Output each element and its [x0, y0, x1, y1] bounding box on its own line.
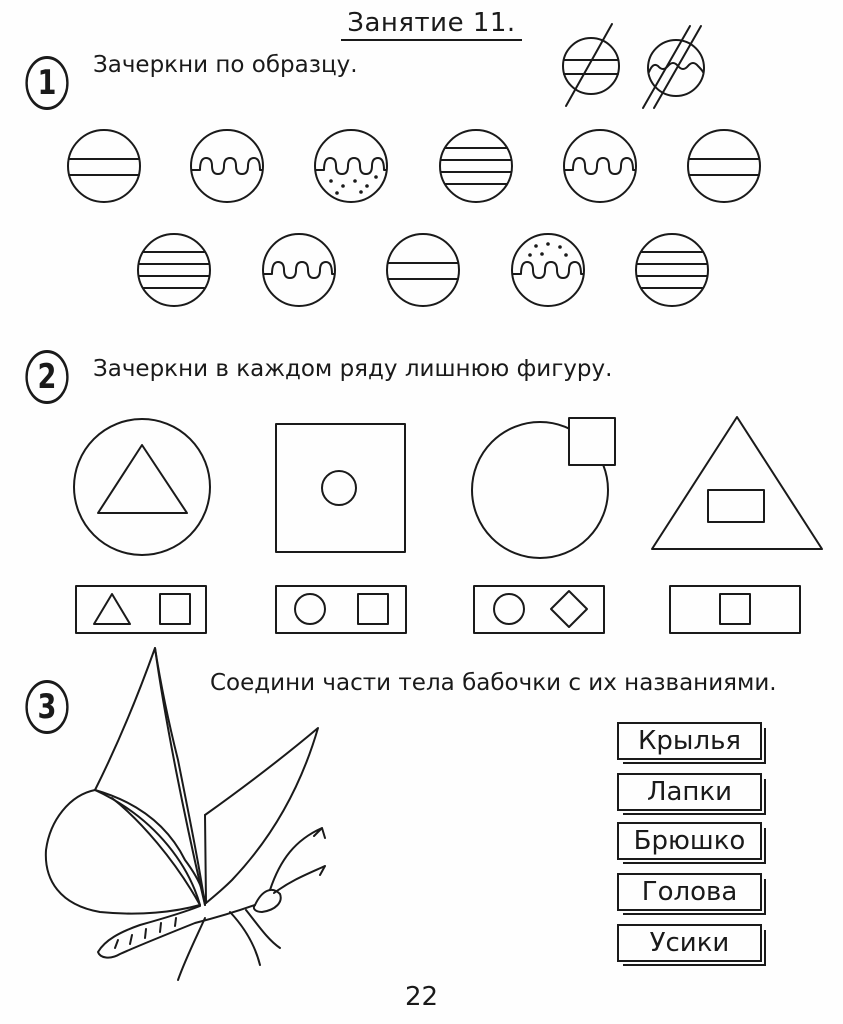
task-2-instruction: Зачеркни в каждом ряду лишнюю фигуру. — [93, 356, 613, 382]
task-1-number: 1 — [25, 56, 68, 110]
ball-striped[interactable] — [387, 234, 459, 306]
task-1-instruction: Зачеркни по образцу. — [93, 52, 358, 78]
ball-striped-four[interactable] — [138, 234, 210, 306]
ball-striped-four[interactable] — [636, 234, 708, 306]
butterfly-drawing — [46, 648, 325, 980]
label-legs[interactable]: Лапки — [617, 773, 762, 811]
ball-wavy-dotted-top[interactable] — [512, 234, 584, 306]
ball-wavy[interactable] — [263, 234, 335, 306]
ball-striped[interactable] — [68, 130, 140, 202]
figure-circle-with-triangle[interactable] — [74, 419, 210, 555]
ball-wavy[interactable] — [564, 130, 636, 202]
box-triangle-square[interactable] — [76, 586, 206, 633]
sample-ball-crossed-once — [563, 24, 619, 106]
ball-striped[interactable] — [688, 130, 760, 202]
box-square[interactable] — [670, 586, 800, 633]
ball-wavy-dotted[interactable] — [315, 130, 387, 202]
task-2-number: 2 — [25, 350, 68, 404]
box-circle-square[interactable] — [276, 586, 406, 633]
task-3-instruction: Соедини части тела бабочки с их названиями. — [210, 670, 777, 696]
sample-ball-crossed-twice — [643, 26, 704, 108]
figure-triangle-with-rectangle[interactable] — [652, 417, 822, 549]
label-antennae[interactable]: Усики — [617, 924, 762, 962]
figure-circle-with-square[interactable] — [472, 418, 615, 558]
label-wings[interactable]: Крылья — [617, 722, 762, 760]
label-abdomen[interactable]: Брюшко — [617, 822, 762, 860]
figure-square-with-circle[interactable] — [276, 424, 405, 552]
ball-wavy[interactable] — [191, 130, 263, 202]
ball-striped-four[interactable] — [440, 130, 512, 202]
task-3-number: 3 — [25, 680, 68, 734]
box-circle-diamond[interactable] — [474, 586, 604, 633]
page-number: 22 — [404, 982, 439, 1012]
page-title: Занятие 11. — [0, 8, 843, 38]
label-head[interactable]: Голова — [617, 873, 762, 911]
